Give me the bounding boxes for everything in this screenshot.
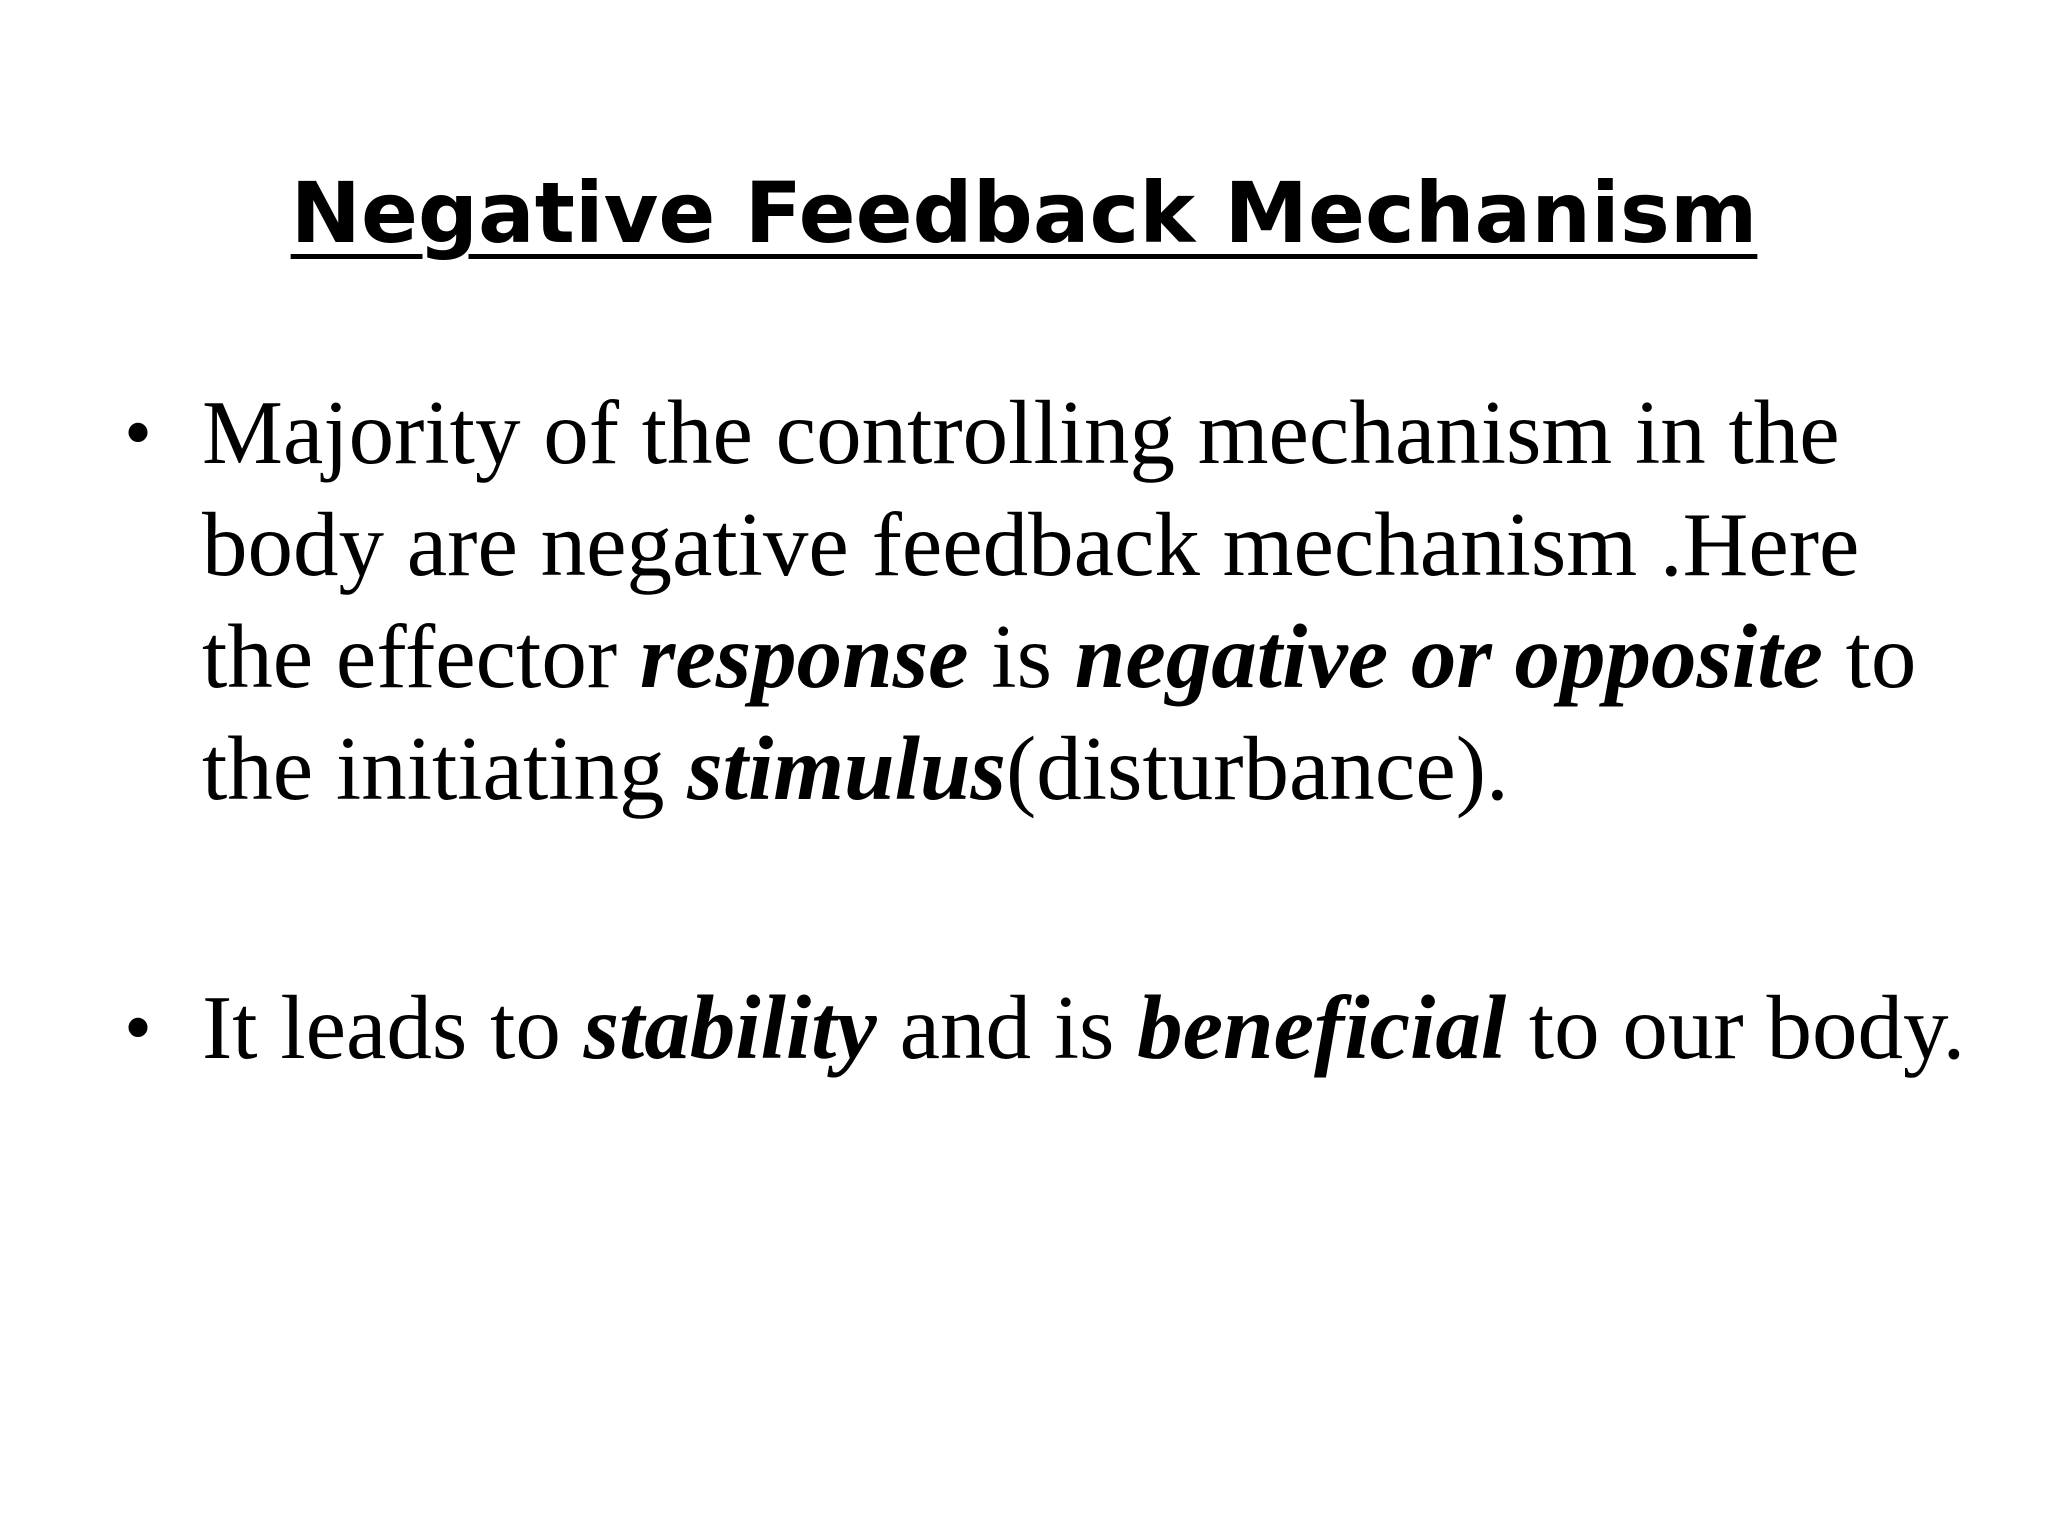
- bullet-icon: •: [124, 389, 153, 477]
- bullet-text: (disturbance).: [1005, 718, 1509, 819]
- emphasis-negative-or-opposite: negative or opposite: [1074, 606, 1823, 707]
- slide-title: [0, 158, 2048, 268]
- emphasis-beneficial: beneficial: [1137, 977, 1507, 1078]
- bullet-item: [124, 972, 1982, 1084]
- bullet-text: is: [968, 606, 1075, 707]
- emphasis-response: response: [639, 606, 969, 707]
- bullet-text: It leads to: [202, 977, 584, 1078]
- bullet-text: Majority of the controlling mechanism in the body are negative feedback mechanism .Here the effector: [202, 382, 1860, 707]
- bullet-icon: •: [124, 984, 153, 1072]
- bullet-text: to the initiating: [202, 606, 1917, 819]
- emphasis-stimulus: stimulus: [687, 718, 1006, 819]
- bullet-text: to our body.: [1506, 977, 1966, 1078]
- slide-title-text: Negative Feedback Mechanism: [290, 164, 1758, 262]
- emphasis-stability: stability: [583, 977, 877, 1078]
- bullet-item: [124, 377, 1982, 825]
- bullet-text: and is: [876, 977, 1138, 1078]
